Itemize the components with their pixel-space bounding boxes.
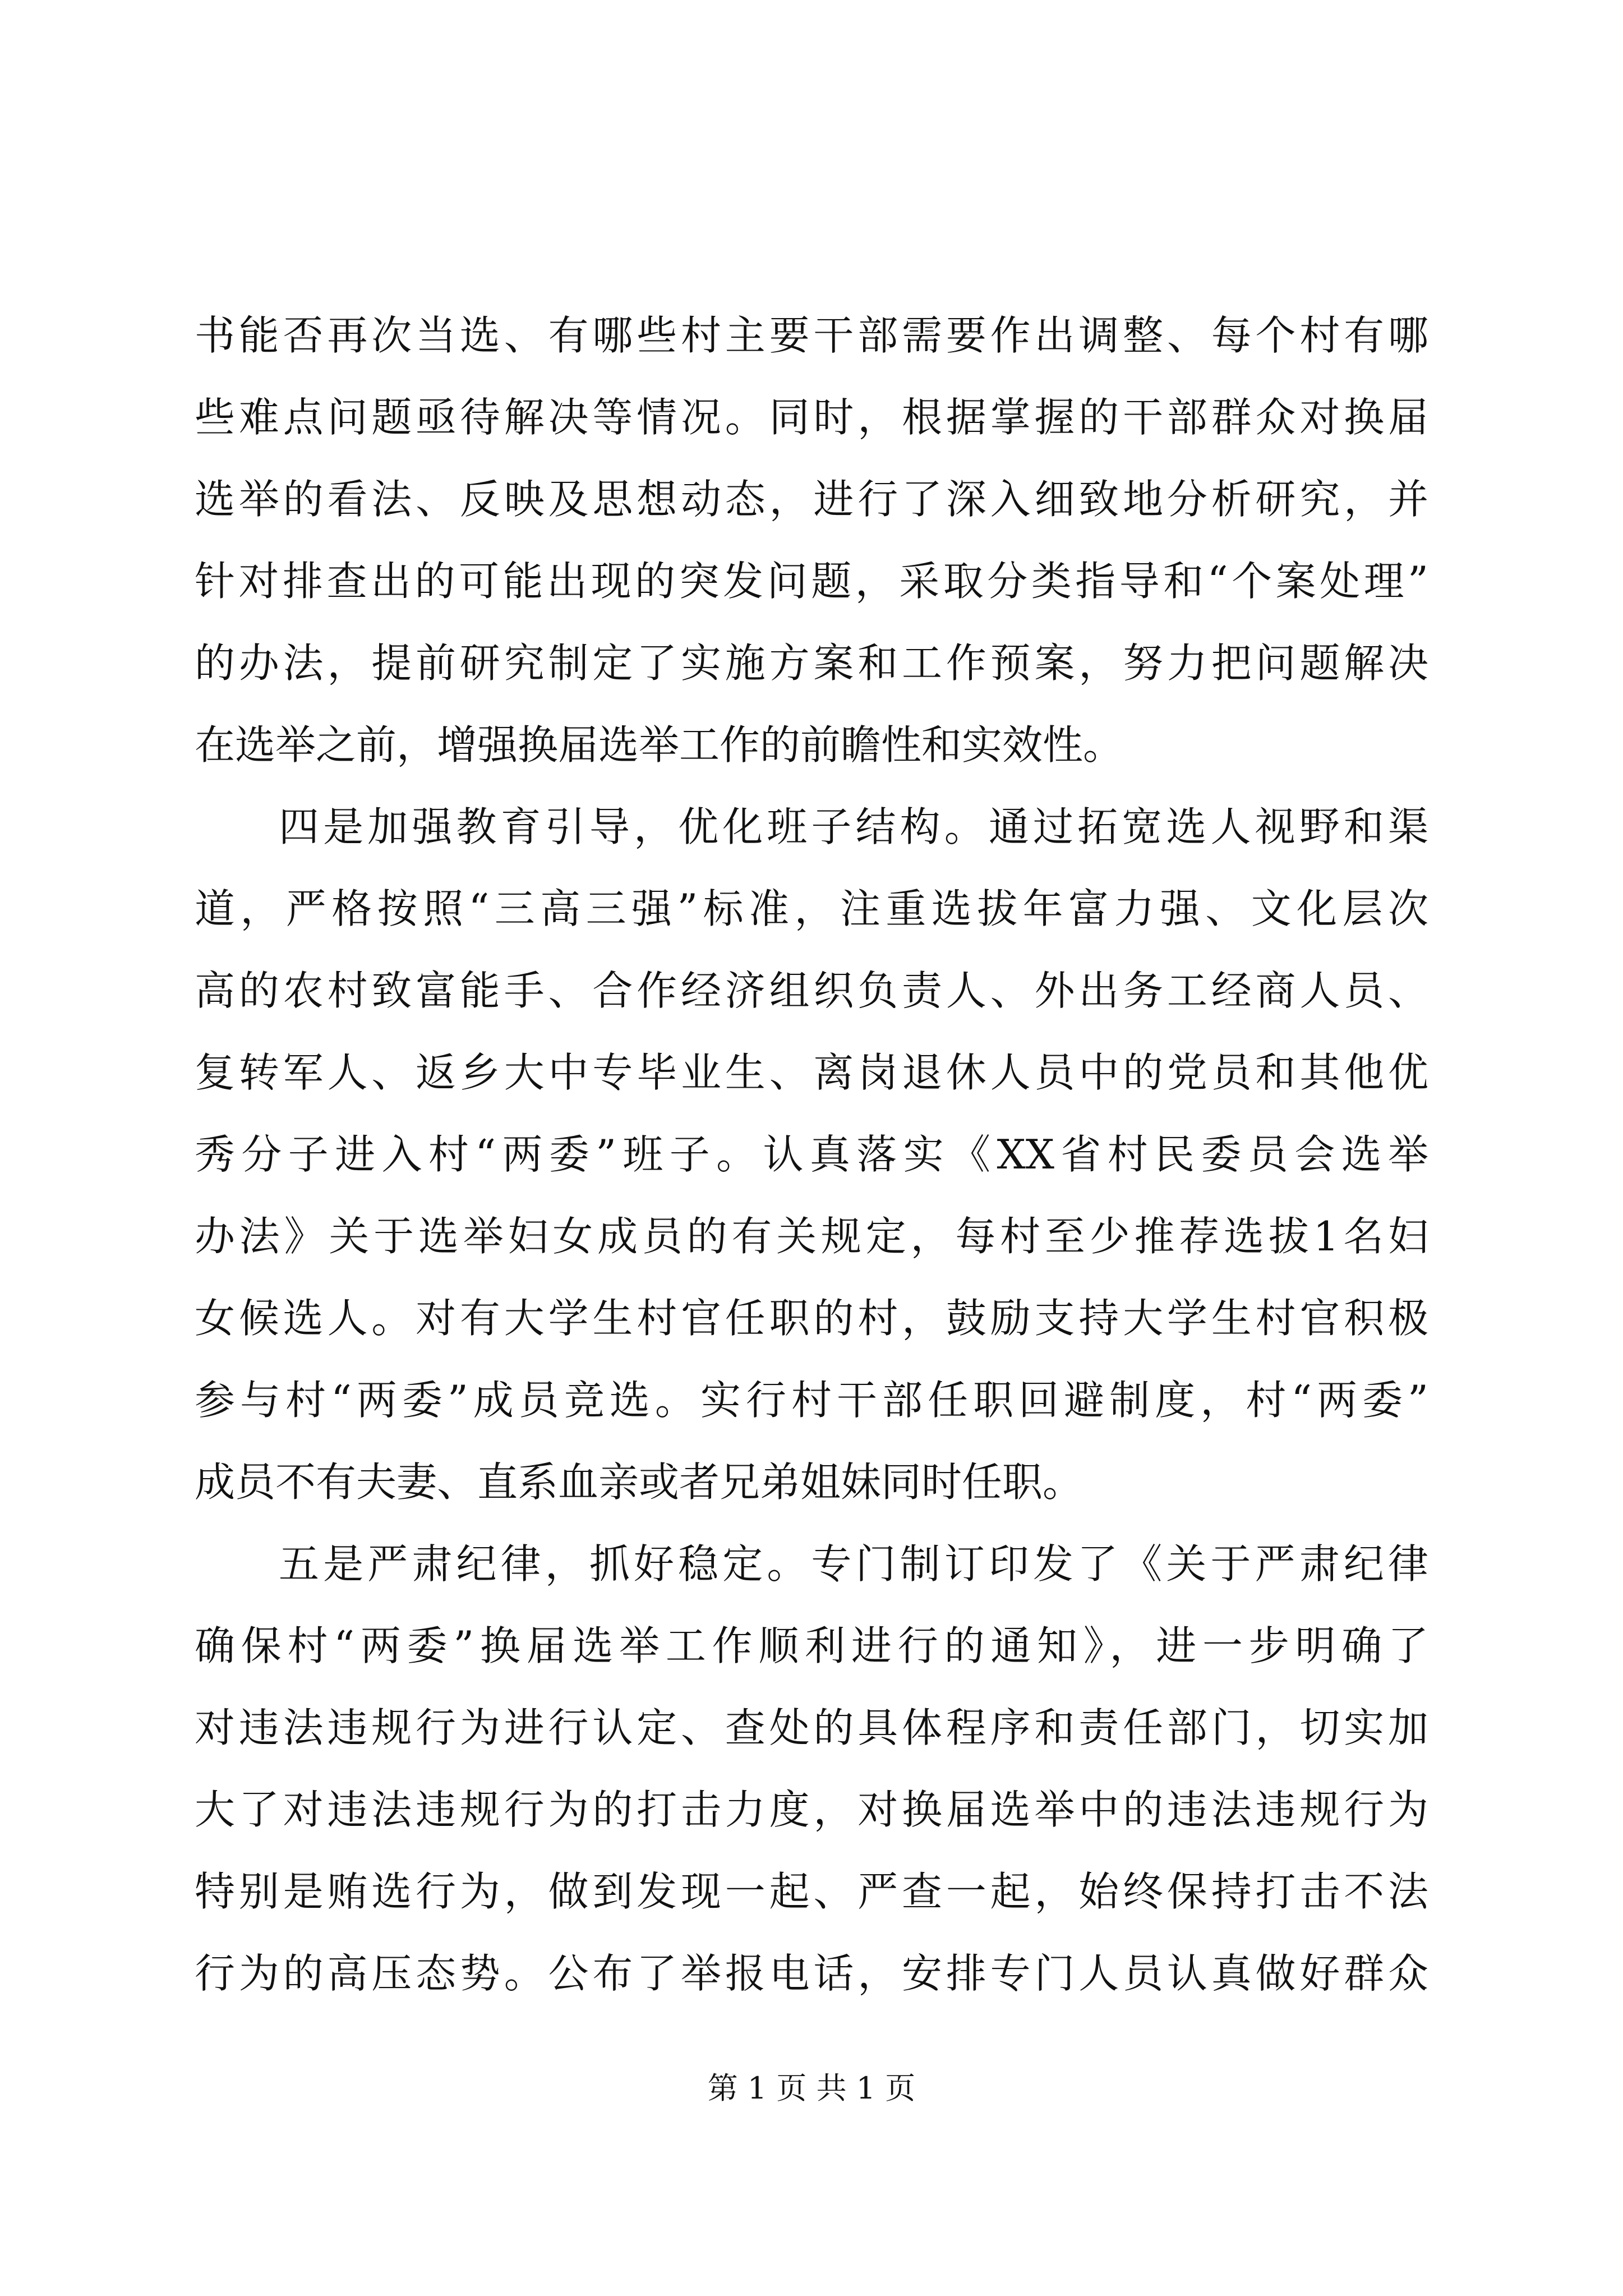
text-line: 行为的高压态势。公布了举报电话，安排专门人员认真做好群众 (195, 1950, 1428, 1997)
text-line: 在选举之前，增强换届选举工作的前瞻性和实效性。 (195, 721, 1124, 769)
text-line: 书能否再次当选、有哪些村主要干部需要作出调整、每个村有哪 (195, 312, 1428, 359)
text-line: 四是加强教育引导，优化班子结构。通过拓宽选人视野和渠 (279, 803, 1428, 850)
paragraph-continuation (195, 295, 1428, 786)
paragraph-item-four (195, 786, 1428, 1523)
text-line: 针对排查出的可能出现的突发问题，采取分类指导和“个案处理” (195, 558, 1428, 605)
text-line: 女候选人。对有大学生村官任职的村，鼓励支持大学生村官积极 (195, 1295, 1428, 1342)
text-line: 成员不有夫妻、直系血亲或者兄弟姐妹同时任职。 (195, 1458, 1083, 1506)
text-line: 大了对违法违规行为的打击力度，对换届选举中的违法违规行为 (195, 1786, 1428, 1833)
text-line: 五是严肃纪律，抓好稳定。专门制订印发了《关于严肃纪律 (279, 1540, 1428, 1588)
document-body (195, 295, 1428, 2014)
page-number-label: 第 1 页 共 1 页 (707, 2070, 916, 2106)
paragraph-item-five (195, 1523, 1428, 2014)
text-line: 选举的看法、反映及思想动态，进行了深入细致地分析研究，并 (195, 476, 1428, 523)
text-line: 复转军人、返乡大中专毕业生、离岗退休人员中的党员和其他优 (195, 1049, 1428, 1096)
text-line: 道，严格按照“三高三强”标准，注重选拔年富力强、文化层次 (195, 885, 1428, 932)
text-line: 些难点问题亟待解决等情况。同时，根据掌握的干部群众对换届 (195, 394, 1428, 441)
text-line: 对违法违规行为进行认定、查处的具体程序和责任部门，切实加 (195, 1704, 1428, 1751)
text-line: 的办法，提前研究制定了实施方案和工作预案，努力把问题解决 (195, 639, 1428, 687)
page-footer (0, 2064, 1623, 2108)
text-line: 办法》关于选举妇女成员的有关规定，每村至少推荐选拔1名妇 (195, 1213, 1428, 1260)
text-line: 确保村“两委”换届选举工作顺利进行的通知》，进一步明确了 (195, 1622, 1428, 1669)
text-line: 特别是贿选行为，做到发现一起、严查一起，始终保持打击不法 (195, 1868, 1428, 1915)
text-line: 秀分子进入村“两委”班子。认真落实《XX省村民委员会选举 (195, 1131, 1428, 1178)
text-line: 参与村“两委”成员竞选。实行村干部任职回避制度，村“两委” (195, 1377, 1428, 1424)
text-line: 高的农村致富能手、合作经济组织负责人、外出务工经商人员、 (195, 967, 1428, 1014)
